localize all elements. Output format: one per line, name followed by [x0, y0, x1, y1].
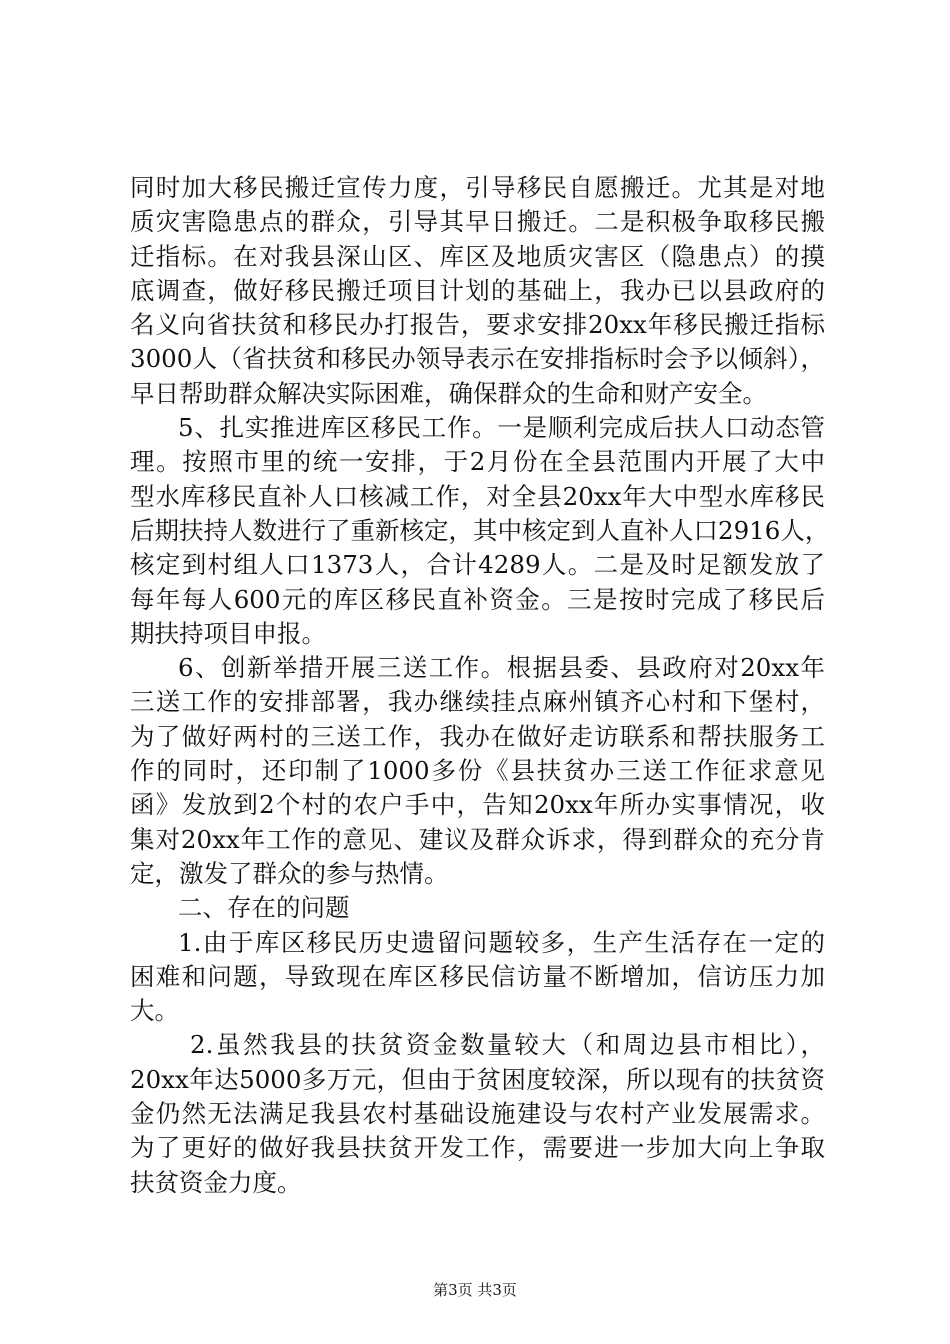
- text-line: 函》发放到2个村的农户手中，告知20xx年所办实事情况，收: [130, 790, 825, 820]
- document-body: [130, 171, 830, 1200]
- text-line: 扶贫资金力度。: [130, 1167, 302, 1197]
- text-line: 2.虽然我县的扶贫资金数量较大（和周边县市相比），: [190, 1030, 825, 1060]
- text-line: 5、扎实推进库区移民工作。一是顺利完成后扶人口动态管: [178, 413, 825, 443]
- text-line: 型水库移民直补人口核减工作，对全县20xx年大中型水库移民: [130, 481, 825, 511]
- text-line: 6、创新举措开展三送工作。根据县委、县政府对20xx年: [178, 653, 825, 683]
- text-line: 二、存在的问题: [178, 893, 350, 923]
- text-line: 为了做好两村的三送工作，我办在做好走访联系和帮扶服务工: [130, 721, 825, 751]
- text-line: 理。按照市里的统一安排，于2月份在全县范围内开展了大中: [130, 447, 825, 477]
- text-line: 后期扶持人数进行了重新核定，其中核定到人直补人口2916人，: [130, 515, 830, 545]
- text-line: 三送工作的安排部署，我办继续挂点麻州镇齐心村和下堡村，: [130, 687, 825, 717]
- text-line: 大。: [130, 996, 179, 1026]
- text-line: 名义向省扶贫和移民办打报告，要求安排20xx年移民搬迁指标: [130, 310, 825, 340]
- text-line: 同时加大移民搬迁宣传力度，引导移民自愿搬迁。尤其是对地: [130, 173, 825, 202]
- text-line: 质灾害隐患点的群众，引导其早日搬迁。二是积极争取移民搬: [130, 207, 825, 237]
- text-line: 金仍然无法满足我县农村基础设施建设与农村产业发展需求。: [130, 1099, 825, 1129]
- text-line: 集对20xx年工作的意见、建议及群众诉求，得到群众的充分肯: [130, 824, 825, 854]
- text-line: 核定到村组人口1373人，合计4289人。二是及时足额发放了: [130, 550, 825, 580]
- text-line: 每年每人600元的库区移民直补资金。三是按时完成了移民后: [130, 584, 825, 614]
- text-line: 1.由于库区移民历史遗留问题较多，生产生活存在一定的: [178, 927, 825, 957]
- text-line: 底调查，做好移民搬迁项目计划的基础上，我办已以县政府的: [130, 275, 825, 305]
- text-line: 迁指标。在对我县深山区、库区及地质灾害区（隐患点）的摸: [130, 241, 825, 271]
- text-line: 20xx年达5000多万元，但由于贫困度较深，所以现有的扶贫资: [130, 1064, 825, 1094]
- page-footer: 第3页 共3页: [433, 1281, 517, 1299]
- text-line: 困难和问题，导致现在库区移民信访量不断增加，信访压力加: [130, 961, 825, 991]
- text-line: 3000人（省扶贫和移民办领导表示在安排指标时会予以倾斜），: [130, 344, 825, 374]
- text-line: 作的同时，还印制了1000多份《县扶贫办三送工作征求意见: [130, 756, 825, 786]
- text-line: 早日帮助群众解决实际困难，确保群众的生命和财产安全。: [130, 378, 767, 408]
- text-line: 为了更好的做好我县扶贫开发工作，需要进一步加大向上争取: [130, 1133, 825, 1163]
- text-line: 期扶持项目申报。: [130, 618, 326, 648]
- text-line: 定，激发了群众的参与热情。: [130, 858, 449, 888]
